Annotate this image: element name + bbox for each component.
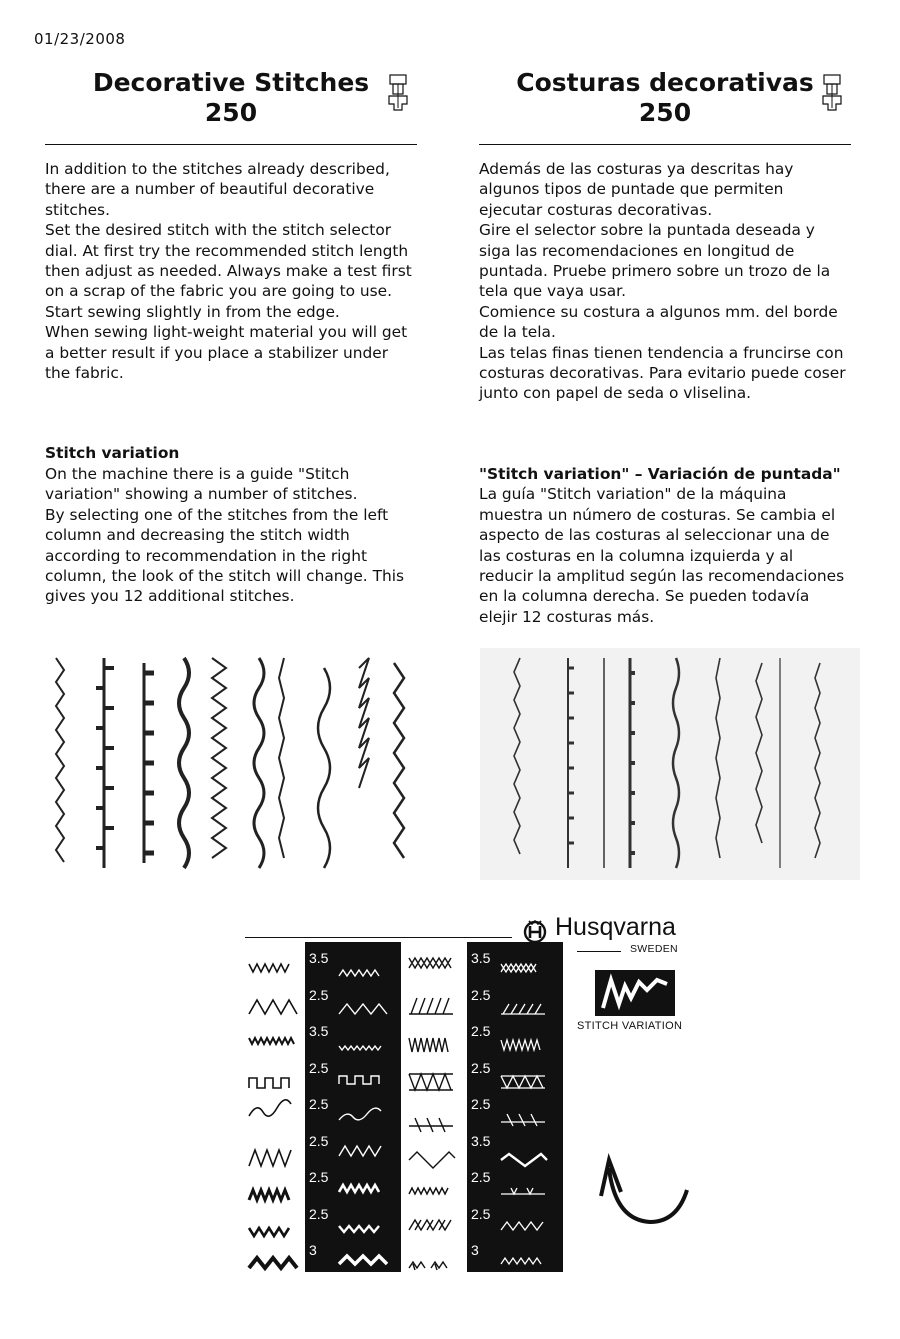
english-paragraph-2: On the machine there is a guide "Stitch variation" showing a number of stitches. By selecting one of the stitches from the left column and decreasing the stitch width according to recommendation in the right column, the look of the stitch will change. This gives you 12 additional stitches. [45, 464, 405, 606]
stitch-sample-photo-right [480, 648, 860, 880]
curved-arrow-icon [595, 1150, 695, 1240]
stitch-variation-panel [245, 910, 715, 1290]
stitch-glyphs-column-1 [245, 950, 303, 1280]
stitch-width-value: 2.5 [471, 986, 491, 1003]
english-column [45, 60, 417, 607]
stitch-width-value: 2.5 [309, 1205, 329, 1222]
stitch-width-column-1 [305, 942, 401, 1272]
brand-name: Husqvarna [555, 913, 676, 941]
stitch-width-value: 3.5 [309, 1023, 329, 1039]
stitch-width-value: 2.5 [471, 1023, 491, 1039]
stitch-width-value: 3.5 [471, 950, 491, 966]
presser-foot-icon [821, 74, 843, 112]
spanish-paragraph: Además de las costuras ya descritas hay algunos tipos de puntade que permiten ejecutar costuras decorativas. Gire el selector sobre la puntada deseada y siga las recomendaciones en longitud de puntada. Pruebe primero sobre un trozo de la tela que vaya usar. Comience su costura a algunos mm. del borde de la tela. Las telas finas tienen tendencia a fruncirse con costuras decorativas. Para evitario puede coser junto con papel de seda o vliselina. [479, 160, 846, 403]
presser-foot-icon [387, 74, 409, 112]
stitch-glyphs-column-2-dark [497, 942, 559, 1272]
stitch-width-value: 2.5 [309, 1059, 329, 1076]
stitch-width-value: 2.5 [309, 1132, 329, 1149]
stitch-width-value: 2.5 [471, 1169, 491, 1185]
spanish-heading [479, 60, 851, 136]
stitch-width-value: 2.5 [309, 986, 329, 1003]
stitch-width-value: 3 [471, 1242, 479, 1258]
stitch-width-value: 2.5 [471, 1059, 491, 1076]
stitch-width-value: 3.5 [309, 950, 329, 966]
stitch-variation-label: STITCH VARIATION [577, 1020, 683, 1032]
stitch-width-value: 2.5 [471, 1096, 491, 1112]
husqvarna-crown-logo-icon [522, 918, 548, 944]
english-paragraph: In addition to the stitches already described, there are a number of beautiful decorative stitches. Set the desired stitch with the stitch selector dial. At first try the recommended stitch length then adjust as needed. Always make a test first on a scrap of the fabric you are going to use. Start sewing slightly in from the edge. When sewing light-weight material you will get a better result if you place a stabilizer under the fabric. [45, 160, 412, 383]
english-rule [45, 144, 417, 159]
stitch-sample-photo-left [44, 648, 428, 880]
brand-rule [245, 937, 512, 938]
stitch-glyphs-column-2 [405, 950, 463, 1280]
english-title: Decorative Stitches [92, 68, 370, 97]
spanish-rule [479, 144, 851, 159]
english-subheading: Stitch variation [45, 444, 180, 463]
stitch-variation-icon [595, 970, 675, 1016]
english-heading [45, 60, 417, 136]
stitch-width-value: 2.5 [309, 1096, 329, 1112]
stitch-glyphs-column-1-dark [335, 942, 397, 1272]
brand-sub-rule [577, 951, 621, 952]
stitch-width-value: 2.5 [309, 1169, 329, 1185]
english-number: 250 [204, 98, 258, 127]
stitch-width-value: 3.5 [471, 1132, 491, 1149]
stitch-width-value: 3 [309, 1242, 317, 1258]
spanish-number: 250 [638, 98, 692, 127]
spanish-column [479, 60, 851, 627]
spanish-subheading: "Stitch variation" – Variación de puntada" [479, 464, 841, 483]
stitch-width-value: 2.5 [471, 1205, 491, 1222]
spanish-title: Costuras decorativas [516, 68, 814, 97]
document-date: 01/23/2008 [34, 30, 126, 48]
stitch-width-column-2 [467, 942, 563, 1272]
spanish-paragraph-2: La guía "Stitch variation" de la máquina muestra un número de costuras. Se cambia el aspecto de las costuras al seleccionar una de las costuras en la columna izquierda y al reducir la amplitud según las recomendaciones en la columna derecha. Se pueden todavía elejir 12 costuras más. [479, 485, 845, 626]
brand-country: SWEDEN [630, 943, 678, 955]
